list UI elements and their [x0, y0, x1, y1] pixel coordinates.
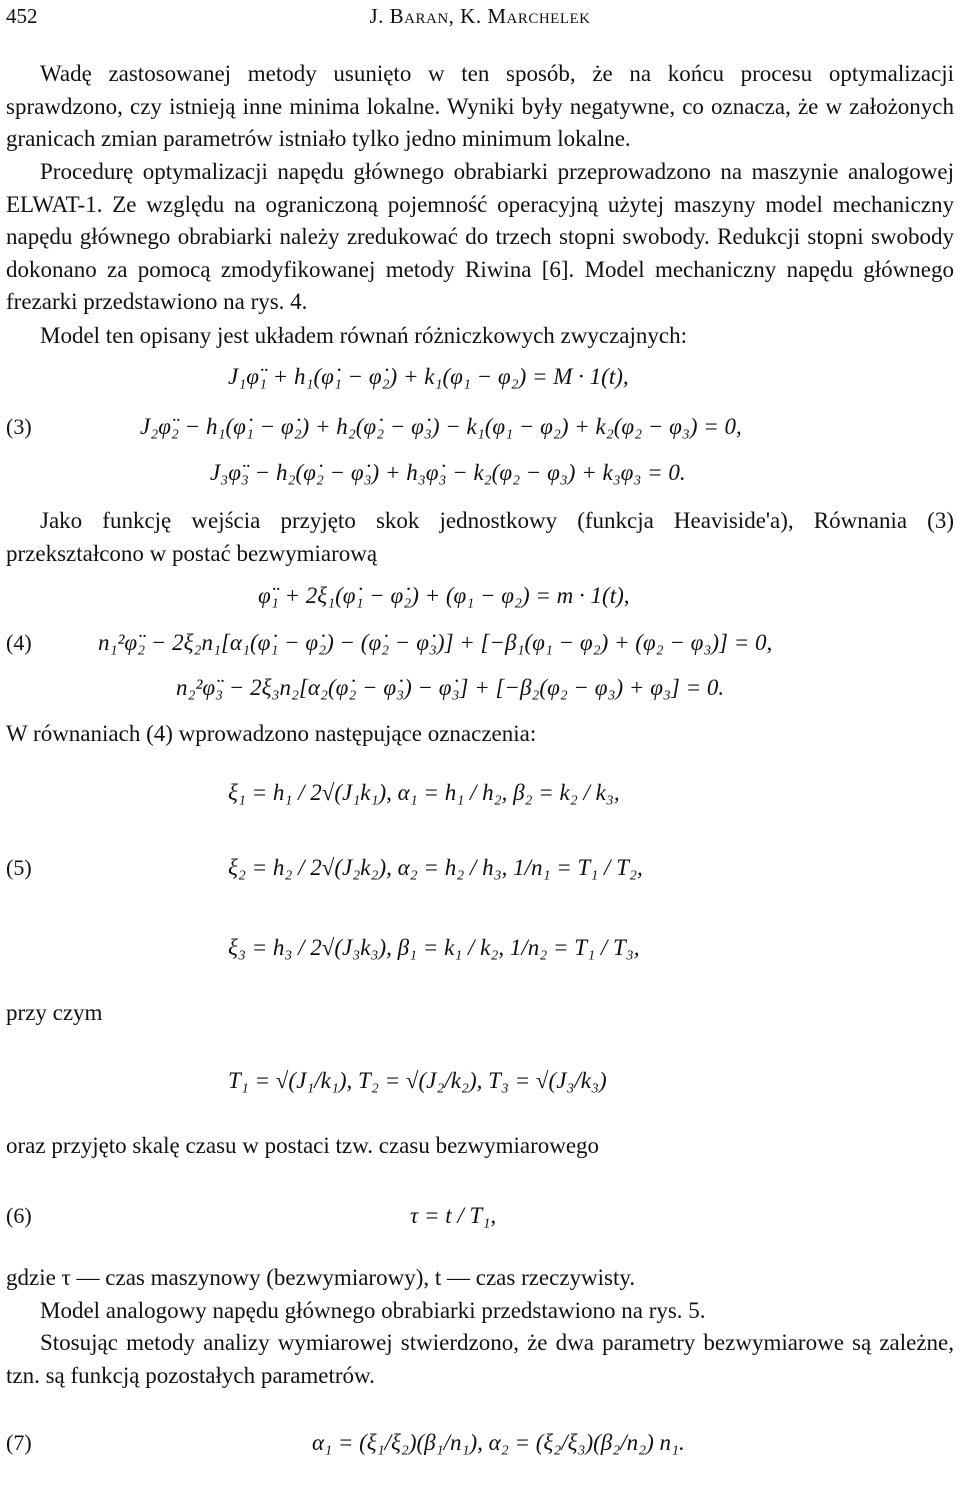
equation-4-line-3: n₂²φ̈₃ − 2ξ₃n₂[α₂(φ̇₂ − φ̇₃) − φ̇₃] + [−β₂(φ₂ − φ₃) + φ₃] = 0. — [176, 675, 725, 700]
equation-number-6: (6) — [6, 1203, 32, 1228]
equation-7: α₁ = (ξ₁/ξ₂)(β₁/n₁), α₂ = (ξ₂/ξ₃)(β₂/n₂) n₁. — [312, 1430, 685, 1455]
equation-5-row-2: ξ₂ = h₂ / 2√(J₂k₂), α₂ = h₂ / h₃, 1/n₁ = T₁ / T₂, — [228, 855, 643, 880]
page-header — [0, 4, 960, 36]
equation-time-constants: T₁ = √(J₁/k₁), T₂ = √(J₂/k₂), T₃ = √(J₃/k₃) — [228, 1068, 607, 1093]
paragraph-7: gdzie τ — czas maszynowy (bezwymiarowy), t — czas rzeczywisty. — [6, 1265, 636, 1290]
paragraph-5: W równaniach (4) wprowadzono następujące oznaczenia: — [6, 721, 537, 746]
paragraph-1: Wadę zastosowanej metody usunięto w ten sposób, że na końcu procesu optymalizacji sprawdzono, czy istnieją inne minima lokalne. Wyniki były negatywne, co oznacza, że w założonych granicach zmian parametrów istniało tylko jedno minimum lokalne. — [6, 61, 954, 151]
label-przy-czym: przy czym — [6, 1000, 103, 1025]
paragraph-2: Procedurę optymalizacji napędu głównego obrabiarki przeprowadzono na maszynie analogowej ELWAT-1. Ze względu na ograniczoną pojemność operacyjną użytej maszyny model mechaniczny napędu głównego obrabiarki należy zredukować do trzech stopni swobody. Redukcji stopni swobody dokonano za pomocą zmodyfikowanej metody Riwina [6]. Model mechaniczny napędu głównego frezarki przedstawiono na rys. 4. — [6, 159, 954, 314]
equation-5-row-3: ξ₃ = h₃ / 2√(J₃k₃), β₁ = k₁ / k₂, 1/n₂ = T₁ / T₃, — [228, 935, 640, 960]
equation-6: τ = t / T₁, — [410, 1203, 497, 1228]
paragraph-4: Jako funkcję wejścia przyjęto skok jednostkowy (funkcja Heaviside'a), Równania (3) przekształcono w postać bezwymiarową — [6, 508, 954, 566]
paragraph-8: Model analogowy napędu głównego obrabiarki przedstawiono na rys. 5. — [40, 1298, 706, 1323]
equation-number-4: (4) — [6, 630, 32, 655]
equation-3-line-3: J₃φ̈₃ − h₂(φ̇₂ − φ̇₃) + h₃φ̇₃ − k₂(φ₂ − φ₃) + k₃φ₃ = 0. — [210, 460, 686, 485]
paragraph-9: Stosując metody analizy wymiarowej stwierdzono, że dwa parametry bezwymiarowe są zależne, tzn. są funkcją pozostałych parametrów. — [6, 1330, 954, 1388]
equation-3-line-2: J₂φ̈₂ − h₁(φ̇₁ − φ̇₂) + h₂(φ̇₂ − φ̇₃) − k₁(φ₁ − φ₂) + k₂(φ₂ − φ₃) = 0, — [140, 414, 742, 439]
running-head: J. Baran, K. Marchelek — [369, 4, 591, 28]
page-number: 452 — [6, 4, 38, 28]
paragraph-6: oraz przyjęto skalę czasu w postaci tzw. czasu bezwymiarowego — [6, 1133, 600, 1158]
equation-4-line-2: n₁²φ̈₂ − 2ξ₂n₁[α₁(φ̇₁ − φ̇₂) − (φ̇₂ − φ̇₃)] + [−β₁(φ₁ − φ₂) + (φ₂ − φ₃)] = 0, — [98, 630, 773, 655]
equation-4-line-1: φ̈₁ + 2ξ₁(φ̇₁ − φ̇₂) + (φ₁ − φ₂) = m · 1(t), — [258, 583, 630, 608]
equation-5-row-1: ξ₁ = h₁ / 2√(J₁k₁), α₁ = h₁ / h₂, β₂ = k₂ / k₃, — [228, 780, 620, 805]
equation-number-7: (7) — [6, 1430, 32, 1455]
equation-number-3: (3) — [6, 414, 32, 439]
equation-3-line-1: J₁φ̈₁ + h₁(φ̇₁ − φ̇₂) + k₁(φ₁ − φ₂) = M · 1(t), — [228, 364, 629, 389]
equation-number-5: (5) — [6, 855, 32, 880]
paragraph-3: Model ten opisany jest układem równań różniczkowych zwyczajnych: — [40, 323, 687, 348]
